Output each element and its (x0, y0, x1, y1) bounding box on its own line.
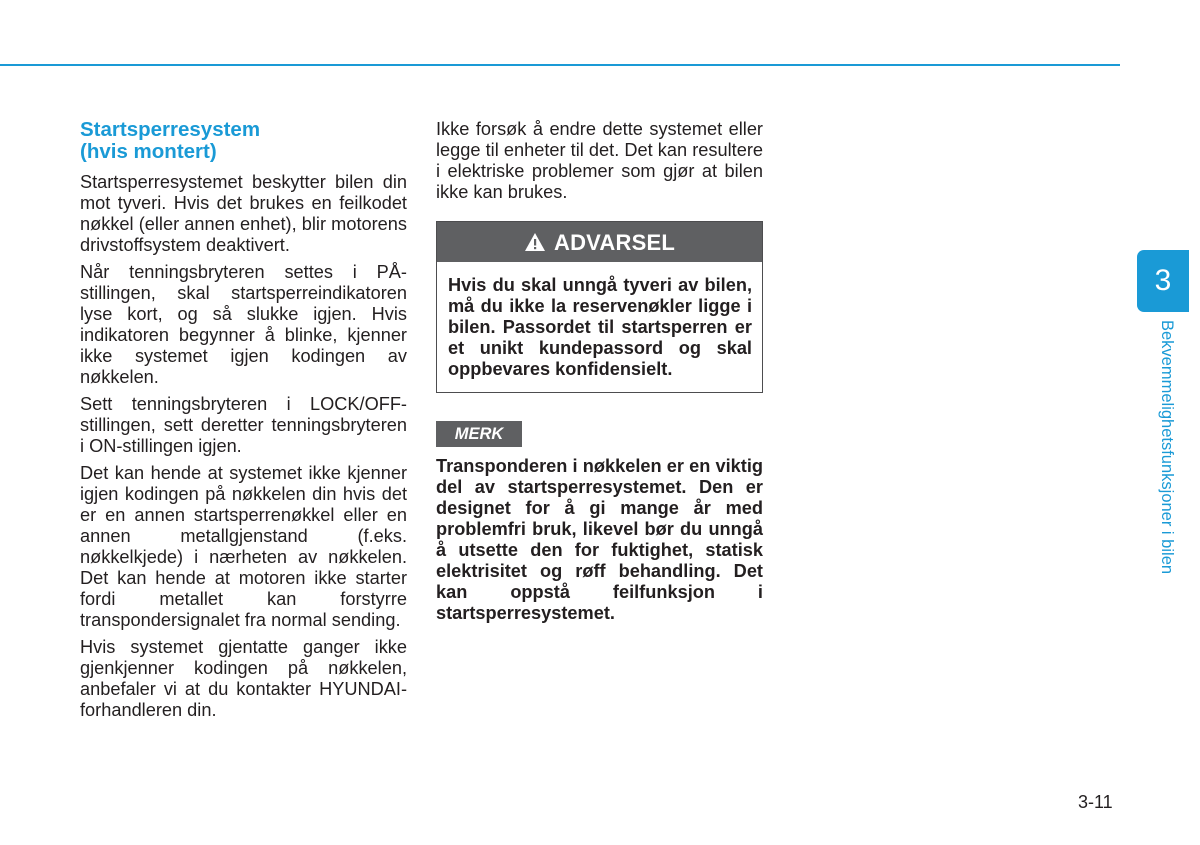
page-number: 3-11 (1078, 792, 1113, 812)
section-title (80, 119, 407, 163)
warning-header (437, 222, 762, 262)
warning-body: Hvis du skal unngå tyveri av bilen, må du ikke la reservenøkler ligge i bilen. Passordet til startsperren er et unikt kundepassord og skal oppbevares konfidensielt. (448, 275, 752, 379)
middle-column (436, 119, 763, 624)
warning-box (436, 221, 763, 393)
note-body: Transponderen i nøkkelen er en viktig del av startsperresystemet. Den er designet for å gi mange år med problemfri bruk, likevel bør du unngå å utsette den for fuktighet, statisk elektrisitet og røff behandling. Det kan oppstå feilfunksjon i startsperresystemet. (436, 456, 763, 623)
body-paragraph: Når tenningsbryteren settes i PÅ-stillingen, skal startsperreindikatoren lyse kort, og så slukke igjen. Hvis indikatoren begynner å blinke, kjenner ikke systemet igjen kodingen av nøkkelen. (80, 262, 407, 387)
left-column (80, 119, 407, 727)
body-paragraph: Hvis systemet gjentatte ganger ikke gjenkjenner kodingen på nøkkelen, anbefaler vi at du kontakter HYUNDAI-forhandleren din. (80, 637, 407, 720)
chapter-number-tab: 3 (1137, 250, 1189, 312)
section-title-line2: (hvis montert) (80, 140, 217, 163)
warning-heading: ADVARSEL (554, 229, 675, 255)
warning-triangle-icon (524, 232, 546, 252)
body-paragraph: Det kan hende at systemet ikke kjenner igjen kodingen på nøkkelen din hvis det er en annen startsperrenøkkel eller en annen metallgjenstand (f.eks. nøkkelkjede) i nærheten av nøkkelen. Det kan hende at motoren ikke starter fordi metallet kan forstyrre transpondersignalet fra normal sending. (80, 463, 407, 630)
body-paragraph: Sett tenningsbryteren i LOCK/OFF-stillingen, sett deretter tenningsbryteren i ON-stillingen igjen. (80, 394, 407, 456)
intro-paragraph: Ikke forsøk å endre dette systemet eller legge til enheter til det. Det kan resultere i elektriske problemer som gjør at bilen ikke kan brukes. (436, 119, 763, 202)
body-paragraph: Startsperresystemet beskytter bilen din mot tyveri. Hvis det brukes en feilkodet nøkkel (eller annen enhet), blir motorens drivstoffsystem deaktivert. (80, 172, 407, 255)
header-rule (0, 64, 1120, 66)
section-title-line1: Startsperresystem (80, 118, 261, 141)
chapter-title: Bekvemmelighetsfunksjoner i bilen (1158, 320, 1176, 575)
note-label: MERK (436, 421, 522, 447)
